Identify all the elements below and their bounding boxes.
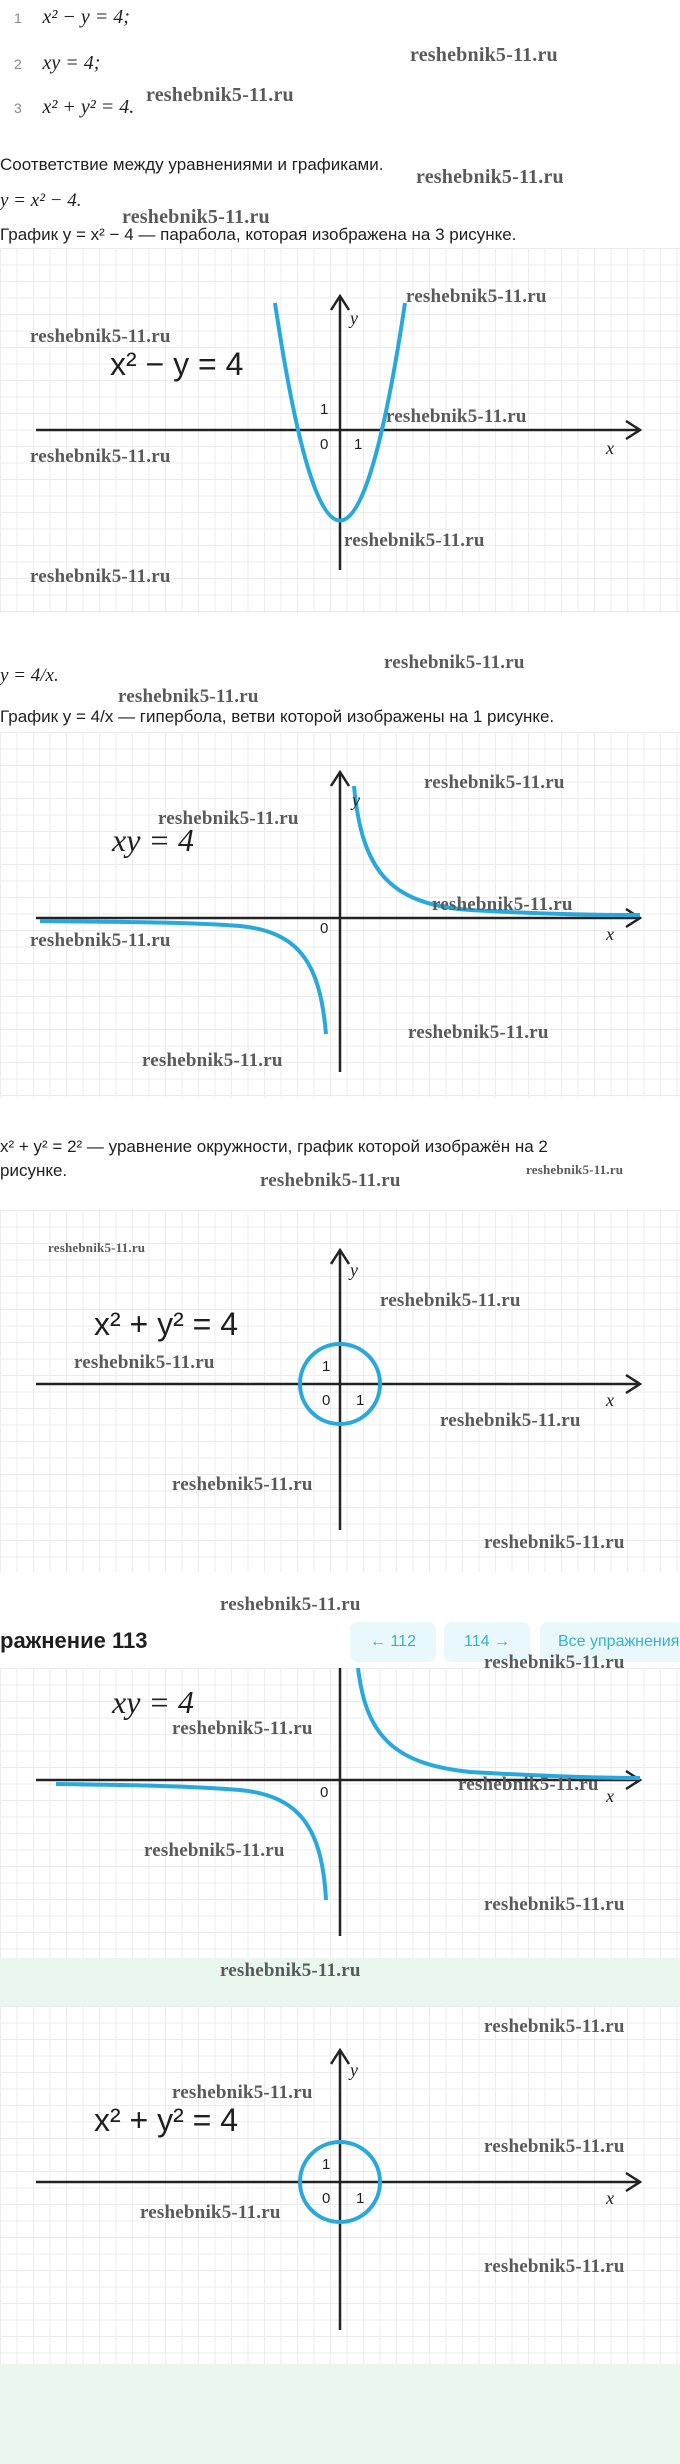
x-axis-label: x xyxy=(606,438,614,458)
parabola-description: График y = x² − 4 — парабола, которая изображена на 3 рисунке. xyxy=(0,225,517,244)
exercise-title: ражнение 113 xyxy=(0,1628,148,1653)
equation-number: 2 xyxy=(14,56,22,72)
watermark: reshebnik5-11.ru xyxy=(484,2136,625,2157)
circle-plot-repeat xyxy=(0,2006,680,2364)
watermark: reshebnik5-11.ru xyxy=(458,1774,599,1795)
y-axis-label: y xyxy=(352,790,360,810)
parabola-label: x² − y = 4 xyxy=(110,346,244,382)
x-axis-label: x xyxy=(606,1390,614,1410)
watermark: reshebnik5-11.ru xyxy=(172,1474,313,1495)
equation-text: x² + y² = 4. xyxy=(42,96,135,118)
next-exercise-button[interactable]: 114 → xyxy=(444,1622,530,1662)
hyperbola-graph xyxy=(0,732,680,1097)
y-unit-label: 1 xyxy=(320,401,329,418)
equation-1 xyxy=(14,6,130,29)
equation-number: 3 xyxy=(14,100,22,116)
origin-label: 0 xyxy=(320,436,329,453)
x-unit-label: 1 xyxy=(354,436,363,453)
watermark: reshebnik5-11.ru xyxy=(172,2082,313,2103)
equation-2 xyxy=(14,52,100,75)
y-unit-label: 1 xyxy=(322,2156,331,2173)
watermark: reshebnik5-11.ru xyxy=(484,2016,625,2037)
y-axis-label: y xyxy=(350,1260,358,1280)
x-axis-label: x xyxy=(606,2188,614,2208)
watermark: reshebnik5-11.ru xyxy=(432,894,573,915)
watermark: reshebnik5-11.ru xyxy=(142,1050,283,1071)
origin-label: 0 xyxy=(322,1392,331,1409)
circle-label: x² + y² = 4 xyxy=(94,1306,239,1342)
watermark: reshebnik5-11.ru xyxy=(416,166,564,188)
parabola-plot xyxy=(0,248,680,613)
watermark: reshebnik5-11.ru xyxy=(484,1652,625,1673)
circle-plot xyxy=(0,1210,680,1572)
watermark: reshebnik5-11.ru xyxy=(30,326,171,347)
watermark: reshebnik5-11.ru xyxy=(30,566,171,587)
all-exercises-button[interactable]: Все упражнения xyxy=(540,1622,680,1662)
y-axis-label: y xyxy=(350,308,358,328)
circle-label: x² + y² = 4 xyxy=(94,2102,239,2138)
watermark: reshebnik5-11.ru xyxy=(146,84,294,106)
watermark: reshebnik5-11.ru xyxy=(48,1240,146,1255)
circle-description-line1: x² + y² = 2² — уравнение окружности, график которой изображён на 2 xyxy=(0,1137,548,1156)
circle-graph xyxy=(0,1210,680,1572)
answer-strip xyxy=(0,2364,680,2464)
watermark: reshebnik5-11.ru xyxy=(386,406,527,427)
watermark: reshebnik5-11.ru xyxy=(424,772,565,793)
watermark: reshebnik5-11.ru xyxy=(220,1594,361,1615)
watermark: reshebnik5-11.ru xyxy=(122,206,270,228)
x-unit-label: 1 xyxy=(356,1392,365,1409)
hyperbola-label: xy = 4 xyxy=(112,822,194,858)
origin-label: 0 xyxy=(320,920,329,937)
parabola-graph xyxy=(0,248,680,613)
watermark: reshebnik5-11.ru xyxy=(410,44,558,66)
watermark: reshebnik5-11.ru xyxy=(484,2256,625,2277)
watermark: reshebnik5-11.ru xyxy=(440,1410,581,1431)
equation-y-hyperbola: y = 4/x. xyxy=(0,665,59,686)
prev-exercise-button[interactable]: ← 112 xyxy=(350,1622,436,1662)
watermark: reshebnik5-11.ru xyxy=(144,1840,285,1861)
watermark: reshebnik5-11.ru xyxy=(384,652,525,673)
origin-label: 0 xyxy=(322,2190,331,2207)
equation-y-parabola: y = x² − 4. xyxy=(0,190,82,211)
watermark: reshebnik5-11.ru xyxy=(30,930,171,951)
watermark: reshebnik5-11.ru xyxy=(260,1170,401,1191)
watermark: reshebnik5-11.ru xyxy=(118,686,259,707)
x-unit-label: 1 xyxy=(356,2190,365,2207)
watermark: reshebnik5-11.ru xyxy=(30,446,171,467)
origin-label: 0 xyxy=(320,1784,329,1801)
watermark: reshebnik5-11.ru xyxy=(484,1532,625,1553)
equation-text: x² − y = 4; xyxy=(42,6,130,28)
x-axis-label: x xyxy=(606,924,614,944)
hyperbola-label: xy = 4 xyxy=(112,1684,194,1720)
x-axis-label: x xyxy=(606,1786,614,1806)
watermark: reshebnik5-11.ru xyxy=(158,808,299,829)
watermark: reshebnik5-11.ru xyxy=(408,1022,549,1043)
circle-description-line2: рисунке. xyxy=(0,1161,68,1180)
intro-text: Соответствие между уравнениями и графиками. xyxy=(0,155,384,174)
watermark: reshebnik5-11.ru xyxy=(484,1894,625,1915)
equation-number: 1 xyxy=(14,10,22,26)
watermark: reshebnik5-11.ru xyxy=(74,1352,215,1373)
circle-graph-repeat xyxy=(0,2006,680,2364)
equation-3 xyxy=(14,96,134,119)
hyperbola-plot xyxy=(0,732,680,1097)
y-axis-label: y xyxy=(350,2060,358,2080)
watermark: reshebnik5-11.ru xyxy=(406,286,547,307)
hyperbola-description: График y = 4/x — гипербола, ветви которой изображены на 1 рисунке. xyxy=(0,707,555,726)
watermark: reshebnik5-11.ru xyxy=(344,530,485,551)
watermark: reshebnik5-11.ru xyxy=(380,1290,521,1311)
y-unit-label: 1 xyxy=(322,1358,331,1375)
watermark: reshebnik5-11.ru xyxy=(526,1162,624,1177)
equation-text: xy = 4; xyxy=(42,52,101,74)
watermark: reshebnik5-11.ru xyxy=(172,1718,313,1739)
watermark: reshebnik5-11.ru xyxy=(140,2202,281,2223)
watermark: reshebnik5-11.ru xyxy=(220,1960,361,1981)
